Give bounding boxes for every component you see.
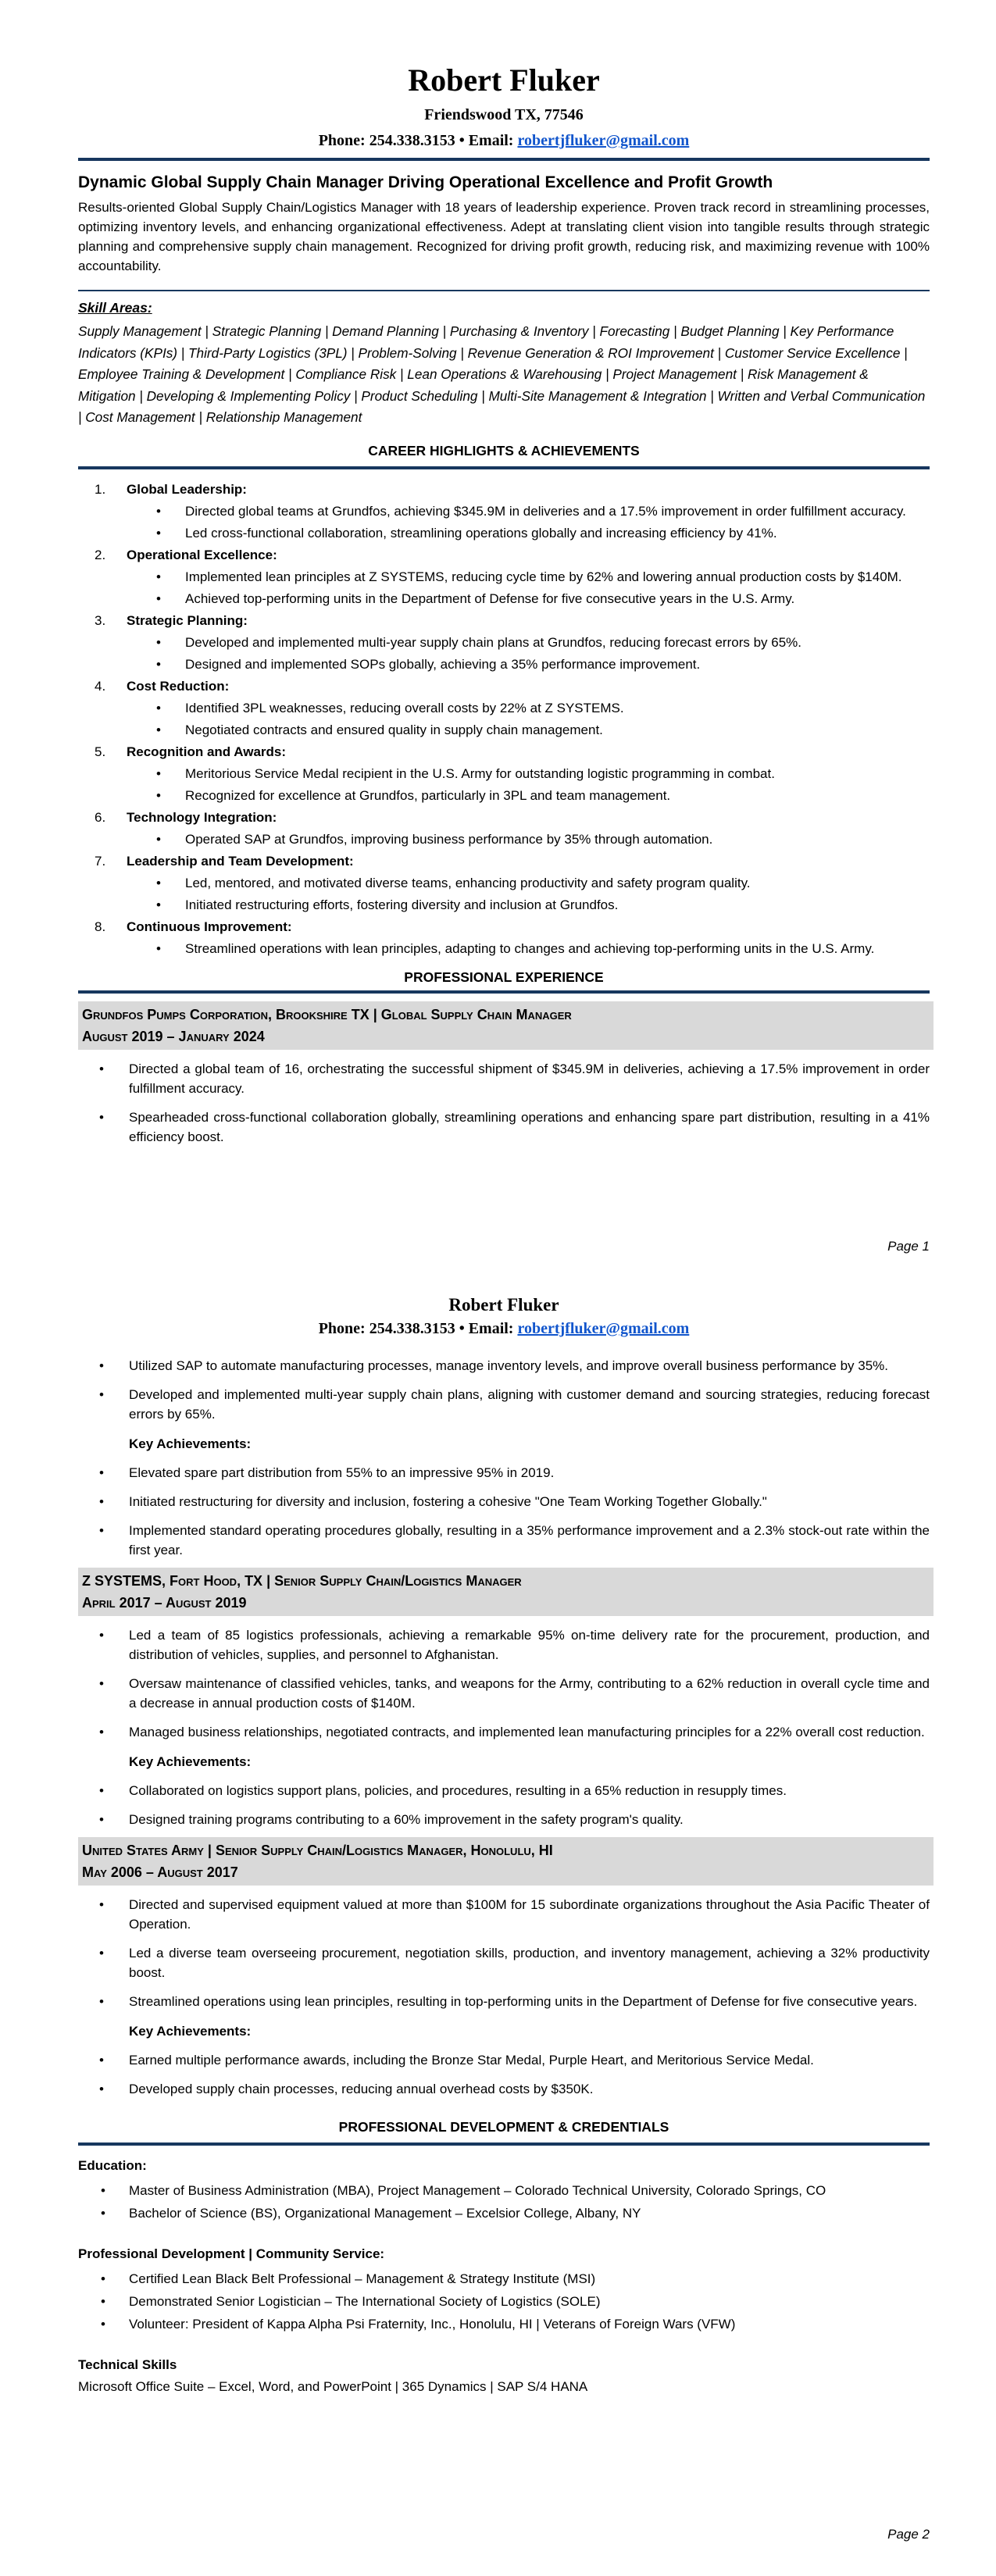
highlight-bullet — [78, 698, 930, 719]
bullet-glyph: • — [156, 875, 161, 890]
bullet-glyph: • — [99, 1628, 104, 1643]
experience-bullet — [78, 2050, 930, 2070]
bullet-glyph: • — [99, 1812, 104, 1827]
bullet-text: Earned multiple performance awards, including the Bronze Star Medal, Purple Heart, and Meritorious Service Medal. — [129, 2053, 814, 2068]
resume-page-2 — [0, 1288, 996, 2576]
bullet-glyph: • — [156, 525, 161, 541]
header-rule — [78, 158, 930, 161]
education-heading: Education: — [78, 2158, 147, 2173]
bullet-text: Streamlined operations with lean principles, adapting to changes and achieving top-performing units in the U.S. Army. — [185, 940, 875, 956]
highlight-bullet — [78, 523, 930, 544]
highlight-item — [78, 544, 930, 566]
education-bullet — [78, 2179, 930, 2202]
bullet-glyph: • — [156, 634, 161, 650]
highlight-item — [78, 676, 930, 698]
highlight-label: Operational Excellence: — [127, 547, 277, 562]
bullet-text: Led, mentored, and motivated diverse teams, enhancing productivity and safety program quality. — [185, 875, 751, 890]
professional-development-heading: Professional Development | Community Service: — [78, 2246, 385, 2261]
bullet-text: Demonstrated Senior Logistician – The International Society of Logistics (SOLE) — [129, 2294, 601, 2309]
skills-divider-rule — [78, 290, 930, 291]
job-header-grundfos — [78, 1001, 934, 1050]
education-bullet — [78, 2202, 930, 2225]
highlight-label: Global Leadership: — [127, 481, 247, 497]
bullet-text: Developed and implemented multi-year supply chain plans at Grundfos, reducing forecast errors by 65%. — [185, 634, 802, 650]
highlight-number: 6. — [95, 809, 106, 825]
job-company-line: Grundfos Pumps Corporation, Brookshire TX | Global Supply Chain Manager — [82, 1006, 572, 1022]
job-company-line: United States Army | Senior Supply Chain/Logistics Manager, Honolulu, HI — [82, 1843, 553, 1858]
credentials-rule — [78, 2143, 930, 2146]
bullet-glyph: • — [99, 1783, 104, 1798]
highlight-bullet — [78, 719, 930, 741]
experience-bullet — [78, 1356, 930, 1375]
highlight-label: Leadership and Team Development: — [127, 853, 354, 869]
bullet-text: Initiated restructuring for diversity and inclusion, fostering a cohesive "One Team Working Together Globally." — [129, 1494, 767, 1509]
highlight-number: 4. — [95, 678, 106, 694]
bullet-text: Developed and implemented multi-year supply chain plans, aligning with customer demand and sourcing strategies, reducing forecast errors by 65%. — [129, 1387, 930, 1422]
bullet-glyph: • — [156, 700, 161, 715]
highlight-item — [78, 610, 930, 632]
highlight-bullet — [78, 566, 930, 588]
bullet-text: Collaborated on logistics support plans, policies, and procedures, resulting in a 65% reduction in resupply times. — [129, 1783, 787, 1798]
profdev-bullet — [78, 2313, 930, 2335]
career-highlights-list — [78, 479, 930, 960]
experience-bullet — [78, 2079, 930, 2099]
experience-bullet — [78, 1521, 930, 1560]
bullet-glyph: • — [99, 1109, 104, 1125]
highlight-item — [78, 479, 930, 501]
highlight-bullet — [78, 588, 930, 610]
highlight-number: 3. — [95, 612, 106, 628]
bullet-glyph: • — [101, 2294, 105, 2309]
bullet-text: Managed business relationships, negotiated contracts, and implemented lean manufacturing principles for a 22% overall cost reduction. — [129, 1725, 925, 1739]
bullet-text: Certified Lean Black Belt Professional – Management & Strategy Institute (MSI) — [129, 2271, 596, 2286]
highlight-bullet — [78, 632, 930, 654]
experience-bullet — [78, 1781, 930, 1800]
job-company-line: Z SYSTEMS, Fort Hood, TX | Senior Supply Chain/Logistics Manager — [82, 1573, 522, 1589]
bullet-text: Directed a global team of 16, orchestrating the successful shipment of $345.9M in deliveries, achieving a 17.5% improvement in order fulfillment accuracy. — [129, 1061, 930, 1096]
bullet-glyph: • — [99, 1387, 104, 1402]
experience-bullet — [78, 1722, 930, 1742]
bullet-text: Designed training programs contributing to a 60% improvement in the safety program's quality. — [129, 1812, 684, 1827]
bullet-glyph: • — [156, 765, 161, 781]
highlight-bullet — [78, 829, 930, 851]
bullet-glyph: • — [99, 1946, 104, 1961]
highlight-number: 1. — [95, 481, 106, 497]
bullet-glyph: • — [99, 1465, 104, 1480]
grundfos-continuation — [78, 1356, 930, 1560]
bullet-text: Negotiated contracts and ensured quality in supply chain management. — [185, 722, 603, 737]
bullet-glyph: • — [99, 1523, 104, 1538]
education-list — [78, 2179, 930, 2225]
highlight-item — [78, 741, 930, 763]
bullet-text: Identified 3PL weaknesses, reducing overall costs by 22% at Z SYSTEMS. — [185, 700, 624, 715]
bullet-text: Designed and implemented SOPs globally, achieving a 35% performance improvement. — [185, 656, 701, 672]
bullet-glyph: • — [156, 787, 161, 803]
technical-skills-line: Microsoft Office Suite – Excel, Word, and PowerPoint | 365 Dynamics | SAP S/4 HANA — [78, 2379, 588, 2394]
bullet-text: Utilized SAP to automate manufacturing processes, manage inventory levels, and improve overall business performance by 35%. — [129, 1358, 889, 1373]
job-dates-line: April 2017 – August 2019 — [82, 1595, 247, 1611]
bullet-text: Streamlined operations using lean principles, resulting in top-performing units in the Department of Defense for five consecutive years. — [129, 1994, 918, 2009]
highlight-bullet — [78, 872, 930, 894]
highlight-item — [78, 807, 930, 829]
experience-bullet — [78, 1943, 930, 1982]
highlight-label: Cost Reduction: — [127, 678, 230, 694]
highlight-label: Strategic Planning: — [127, 612, 248, 628]
highlight-number: 2. — [95, 547, 106, 562]
bullet-glyph: • — [99, 1994, 104, 2009]
bullet-glyph: • — [156, 897, 161, 912]
highlight-number: 8. — [95, 919, 106, 934]
profdev-bullet — [78, 2290, 930, 2313]
highlight-bullet — [78, 938, 930, 960]
technical-skills-heading: Technical Skills — [78, 2357, 177, 2372]
bullet-text: Volunteer: President of Kappa Alpha Psi Fraternity, Inc., Honolulu, HI | Veterans of Foreign Wars (VFW) — [129, 2317, 736, 2332]
highlight-item — [78, 851, 930, 872]
bullet-text: Directed and supervised equipment valued at more than $100M for 15 subordinate organizations throughout the Asia Pacific Theater of Operation. — [129, 1897, 930, 1932]
professional-development-list — [78, 2267, 930, 2335]
experience-bullet — [78, 1674, 930, 1713]
bullet-glyph: • — [156, 831, 161, 847]
page-number: Page 2 — [887, 2527, 930, 2542]
bullet-glyph: • — [156, 590, 161, 606]
experience-bullet — [78, 1463, 930, 1482]
bullet-text: Initiated restructuring efforts, fostering diversity and inclusion at Grundfos. — [185, 897, 619, 912]
experience-bullet — [78, 1625, 930, 1664]
bullet-glyph: • — [101, 2183, 105, 2198]
job-dates-line: August 2019 – January 2024 — [82, 1028, 265, 1044]
bullet-glyph: • — [156, 569, 161, 584]
bullet-text: Spearheaded cross-functional collaboration globally, streamlining operations and enhancing spare part distribution, resulting in a 41% efficiency boost. — [129, 1109, 930, 1144]
bullet-glyph: • — [99, 1061, 104, 1076]
job-header-us-army — [78, 1837, 934, 1886]
highlight-label: Continuous Improvement: — [127, 919, 292, 934]
email-link[interactable]: robertjfluker@gmail.com — [517, 1320, 690, 1337]
bullet-text: Developed supply chain processes, reducing annual overhead costs by $350K. — [129, 2082, 594, 2096]
experience-bullet — [78, 1059, 930, 1098]
key-achievements-heading: Key Achievements: — [129, 1436, 252, 1451]
bullet-text: Led a team of 85 logistics professionals, achieving a remarkable 95% on-time delivery rate for the procurement, production, and distribution of vehicles, supplies, and personnel to Afghanistan. — [129, 1628, 930, 1662]
bullet-glyph: • — [101, 2271, 105, 2286]
page-title: Robert Fluker — [408, 62, 600, 98]
page-title: Robert Fluker — [448, 1295, 559, 1315]
bullet-glyph: • — [156, 940, 161, 956]
bullet-text: Led cross-functional collaboration, streamlining operations globally and increasing efficiency by 41%. — [185, 525, 777, 541]
page-number: Page 1 — [887, 1239, 930, 1254]
highlight-bullet — [78, 654, 930, 676]
bullet-glyph: • — [156, 656, 161, 672]
location-line: Friendswood TX, 77546 — [424, 106, 584, 123]
bullet-glyph: • — [99, 1358, 104, 1373]
highlight-bullet — [78, 763, 930, 785]
contact-line — [78, 130, 930, 151]
skills-heading: Skill Areas: — [78, 300, 152, 316]
summary-paragraph: Results-oriented Global Supply Chain/Logistics Manager with 18 years of leadership experience. Proven track record in streamlining processes, optimizing inventory levels, and enhancing organizational effectiveness. Adept at translating client vision into tangible results through strategic planning and comprehensive supply chain management. Recognized for driving profit growth, reducing risk, and maximizing revenue with 100% accountability. — [78, 200, 930, 273]
bullet-glyph: • — [99, 2053, 104, 2068]
section-title-career-highlights: CAREER HIGHLIGHTS & ACHIEVEMENTS — [368, 442, 640, 458]
section-title-credentials: PROFESSIONAL DEVELOPMENT & CREDENTIALS — [338, 2119, 669, 2135]
bullet-text: Elevated spare part distribution from 55% to an impressive 95% in 2019. — [129, 1465, 555, 1480]
bullet-glyph: • — [101, 2317, 105, 2332]
bullet-glyph: • — [99, 1676, 104, 1691]
bullet-glyph: • — [99, 1897, 104, 1912]
bullet-glyph: • — [99, 1494, 104, 1509]
highlight-number: 7. — [95, 853, 106, 869]
bullet-text: Implemented standard operating procedures globally, resulting in a 35% performance improvement and a 2.3% stock-out rate within the first year. — [129, 1523, 930, 1557]
bullet-text: Recognized for excellence at Grundfos, particularly in 3PL and team management. — [185, 787, 671, 803]
bullet-text: Led a diverse team overseeing procurement, negotiation skills, production, and inventory management, achieving a 32% productivity boost. — [129, 1946, 930, 1980]
contact-prefix: Phone: 254.338.3153 • Email: — [318, 1320, 518, 1337]
highlight-label: Technology Integration: — [127, 809, 277, 825]
experience-bullet — [78, 1810, 930, 1829]
bullet-text: Master of Business Administration (MBA), Project Management – Colorado Technical University, Colorado Springs, CO — [129, 2183, 826, 2198]
career-highlights-rule — [78, 466, 930, 469]
highlight-bullet — [78, 894, 930, 916]
bullet-text: Bachelor of Science (BS), Organizational Management – Excelsior College, Albany, NY — [129, 2206, 641, 2221]
bullet-text: Implemented lean principles at Z SYSTEMS, reducing cycle time by 62% and lowering annual production costs by $140M. — [185, 569, 902, 584]
highlight-bullet — [78, 785, 930, 807]
experience-bullet — [78, 1385, 930, 1424]
bullet-text: Achieved top-performing units in the Department of Defense for five consecutive years in the U.S. Army. — [185, 590, 795, 606]
bullet-glyph: • — [99, 1725, 104, 1739]
experience-bullet — [78, 1492, 930, 1511]
bullet-glyph: • — [101, 2206, 105, 2221]
contact-line — [78, 1318, 930, 1339]
highlight-item — [78, 916, 930, 938]
key-achievements-heading: Key Achievements: — [129, 1754, 252, 1769]
bullet-text: Oversaw maintenance of classified vehicles, tanks, and weapons for the Army, contributing to a 62% reduction in overall cycle time and a decrease in annual production costs of $140M. — [129, 1676, 930, 1711]
bullet-glyph: • — [156, 503, 161, 519]
highlight-number: 5. — [95, 744, 106, 759]
job-dates-line: May 2006 – August 2017 — [82, 1864, 238, 1880]
resume-headline: Dynamic Global Supply Chain Manager Driving Operational Excellence and Profit Growth — [78, 173, 773, 191]
bullet-text: Meritorious Service Medal recipient in the U.S. Army for outstanding logistic programming in combat. — [185, 765, 775, 781]
profdev-bullet — [78, 2267, 930, 2290]
bullet-glyph: • — [156, 722, 161, 737]
bullet-text: Operated SAP at Grundfos, improving business performance by 35% through automation. — [185, 831, 713, 847]
skills-paragraph: Supply Management | Strategic Planning | Demand Planning | Purchasing & Inventory | Forecasting | Budget Planning | Key Performance Indicators (KPIs) | Third-Party Logistics (3PL) | Problem-Solving | Revenue Generation & ROI Improvement | Customer Service Excellence | Employee Training & Development | Compliance Risk | Lean Operations & Warehousing | Project Management | Risk Management & Mitigation | Developing & Implementing Policy | Product Scheduling | Multi-Site Management & Integration | Written and Verbal Communication | Cost Management | Relationship Management — [78, 323, 926, 425]
experience-bullet — [78, 1108, 930, 1147]
highlight-label: Recognition and Awards: — [127, 744, 287, 759]
highlight-bullet — [78, 501, 930, 523]
email-link[interactable]: robertjfluker@gmail.com — [517, 132, 690, 149]
professional-experience-rule — [78, 990, 930, 994]
experience-bullet — [78, 1992, 930, 2011]
contact-prefix: Phone: 254.338.3153 • Email: — [318, 132, 518, 149]
key-achievements-heading: Key Achievements: — [129, 2024, 252, 2039]
bullet-glyph: • — [99, 2082, 104, 2096]
job-header-zsystems — [78, 1568, 934, 1616]
section-title-professional-experience: PROFESSIONAL EXPERIENCE — [404, 969, 604, 985]
bullet-text: Directed global teams at Grundfos, achieving $345.9M in deliveries and a 17.5% improvement in order fulfillment accuracy. — [185, 503, 906, 519]
experience-bullet — [78, 1895, 930, 1934]
